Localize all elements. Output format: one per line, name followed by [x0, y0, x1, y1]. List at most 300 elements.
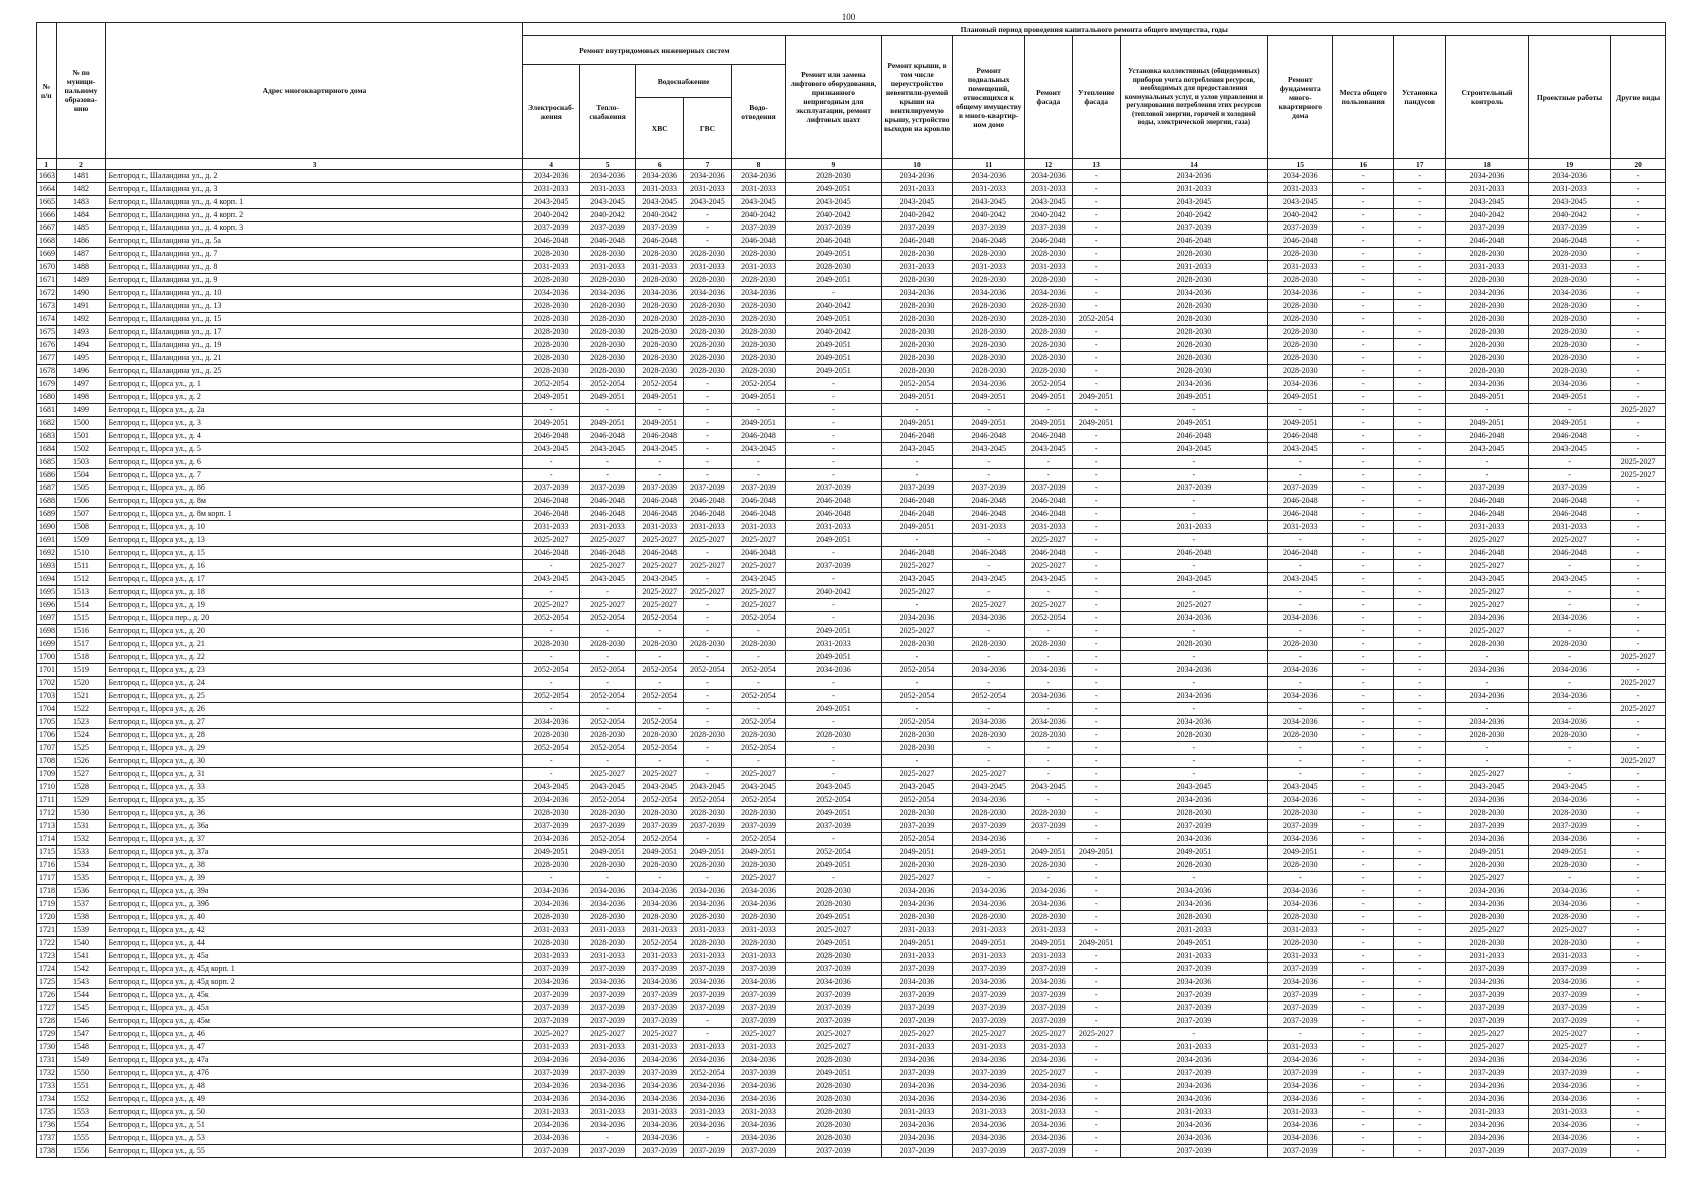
table-cell: 2034-2036 — [1268, 1054, 1333, 1067]
table-cell: 2049-2051 — [1446, 417, 1529, 430]
table-cell: 2034-2036 — [953, 1093, 1025, 1106]
table-cell: 1553 — [56, 1106, 106, 1119]
table-cell: 2031-2033 — [636, 183, 684, 196]
table-cell: 2034-2036 — [1120, 1119, 1268, 1132]
table-cell: 2037-2039 — [1025, 989, 1073, 1002]
table-cell: - — [684, 443, 732, 456]
table-cell: 2034-2036 — [523, 1119, 579, 1132]
table-cell: - — [1025, 794, 1073, 807]
table-cell: 2034-2036 — [1528, 898, 1611, 911]
table-cell: - — [1394, 1093, 1446, 1106]
table-cell: 2034-2036 — [881, 1080, 953, 1093]
table-cell: 2034-2036 — [1528, 287, 1611, 300]
table-cell: - — [1611, 885, 1666, 898]
table-cell: 2052-2054 — [579, 378, 635, 391]
table-cell: 2025-2027 — [1072, 1028, 1120, 1041]
table-cell: - — [786, 443, 882, 456]
table-cell: 2046-2048 — [1025, 547, 1073, 560]
table-cell: 2049-2051 — [1120, 846, 1268, 859]
table-cell: - — [1394, 365, 1446, 378]
address-cell: Белгород г., Шаландина ул., д. 15 — [106, 313, 523, 326]
table-cell: 2031-2033 — [523, 183, 579, 196]
table-cell: 2034-2036 — [579, 1054, 635, 1067]
table-cell: 2031-2033 — [881, 261, 953, 274]
table-cell: 2025-2027 — [1611, 404, 1666, 417]
table-cell: 2034-2036 — [1120, 833, 1268, 846]
table-cell: 2034-2036 — [1528, 690, 1611, 703]
table-cell: 2046-2048 — [786, 508, 882, 521]
table-cell: 2028-2030 — [523, 937, 579, 950]
table-cell: 2034-2036 — [636, 287, 684, 300]
table-row — [37, 1119, 1666, 1132]
header-drainage: Водо-отведения — [731, 65, 785, 159]
table-cell: 2028-2030 — [881, 859, 953, 872]
table-row — [37, 807, 1666, 820]
table-cell: - — [1333, 768, 1394, 781]
table-cell: - — [1394, 1002, 1446, 1015]
table-cell: - — [786, 417, 882, 430]
table-cell: 2034-2036 — [786, 976, 882, 989]
table-cell: 2037-2039 — [1446, 1067, 1529, 1080]
table-cell: 2046-2048 — [1268, 235, 1333, 248]
table-cell: 2049-2051 — [786, 248, 882, 261]
table-cell: 1504 — [56, 469, 106, 482]
table-cell: 2028-2030 — [684, 807, 732, 820]
table-cell: 2028-2030 — [786, 170, 882, 183]
table-cell: 2043-2045 — [1025, 781, 1073, 794]
table-cell: 2028-2030 — [1528, 326, 1611, 339]
table-cell: 2046-2048 — [1528, 508, 1611, 521]
table-cell: - — [1394, 1145, 1446, 1158]
table-row — [37, 1132, 1666, 1145]
table-cell: - — [523, 560, 579, 573]
table-cell: - — [1611, 1015, 1666, 1028]
table-cell: 2037-2039 — [523, 1145, 579, 1158]
table-cell: - — [684, 612, 732, 625]
address-cell: Белгород г., Щорса ул., д. 47а — [106, 1054, 523, 1067]
table-cell: 2028-2030 — [523, 248, 579, 261]
table-cell: 2046-2048 — [1120, 547, 1268, 560]
table-cell: 2037-2039 — [1025, 222, 1073, 235]
table-cell: 2049-2051 — [1528, 846, 1611, 859]
table-cell: 2043-2045 — [1446, 196, 1529, 209]
table-cell: - — [523, 625, 579, 638]
table-cell: 2046-2048 — [731, 430, 785, 443]
table-cell: 2046-2048 — [786, 235, 882, 248]
table-cell: 2034-2036 — [1025, 885, 1073, 898]
table-cell: - — [1025, 755, 1073, 768]
table-cell: 2028-2030 — [523, 365, 579, 378]
table-cell: - — [1120, 534, 1268, 547]
table-cell: 2028-2030 — [1268, 937, 1333, 950]
table-cell: 2034-2036 — [1446, 833, 1529, 846]
table-cell: 2028-2030 — [953, 300, 1025, 313]
table-row — [37, 976, 1666, 989]
table-cell: 2052-2054 — [636, 612, 684, 625]
table-cell: 2040-2042 — [786, 326, 882, 339]
table-cell: - — [1394, 196, 1446, 209]
table-cell: - — [1333, 378, 1394, 391]
header-gvs: ГВС — [684, 98, 732, 159]
table-cell: 1691 — [37, 534, 57, 547]
table-cell: 2049-2051 — [1120, 391, 1268, 404]
table-cell: 2028-2030 — [523, 729, 579, 742]
table-cell: 2052-2054 — [731, 378, 785, 391]
table-cell: 2052-2054 — [786, 794, 882, 807]
table-cell: 1676 — [37, 339, 57, 352]
table-cell: 2034-2036 — [1025, 664, 1073, 677]
table-cell: 1493 — [56, 326, 106, 339]
address-cell: Белгород г., Щорса ул., д. 8м корп. 1 — [106, 508, 523, 521]
table-cell: - — [1394, 807, 1446, 820]
table-cell: - — [1333, 183, 1394, 196]
address-cell: Белгород г., Щорса ул., д. 42 — [106, 924, 523, 937]
table-cell: 2028-2030 — [579, 313, 635, 326]
table-cell: - — [1072, 599, 1120, 612]
table-cell: 1685 — [37, 456, 57, 469]
table-cell: 1709 — [37, 768, 57, 781]
table-cell: 2052-2054 — [636, 664, 684, 677]
table-cell: - — [1611, 287, 1666, 300]
address-cell: Белгород г., Щорса ул., д. 1 — [106, 378, 523, 391]
table-cell: - — [1611, 430, 1666, 443]
table-cell: 2025-2027 — [1446, 1028, 1529, 1041]
table-cell: 1704 — [37, 703, 57, 716]
table-cell: 2037-2039 — [579, 1067, 635, 1080]
table-cell: 2028-2030 — [786, 885, 882, 898]
table-cell: 2037-2039 — [1025, 1145, 1073, 1158]
table-row — [37, 885, 1666, 898]
table-cell: 2046-2048 — [1268, 495, 1333, 508]
table-cell: 1696 — [37, 599, 57, 612]
table-cell: 2037-2039 — [523, 963, 579, 976]
table-cell: 1547 — [56, 1028, 106, 1041]
table-cell: - — [1072, 885, 1120, 898]
table-cell: 2034-2036 — [731, 976, 785, 989]
table-cell: 2025-2027 — [1025, 534, 1073, 547]
table-cell: - — [953, 534, 1025, 547]
table-cell: 1519 — [56, 664, 106, 677]
table-row — [37, 326, 1666, 339]
table-cell: 2034-2036 — [881, 976, 953, 989]
table-cell: 2037-2039 — [731, 222, 785, 235]
table-row — [37, 534, 1666, 547]
table-cell: 2028-2030 — [523, 274, 579, 287]
table-cell: 2046-2048 — [1446, 547, 1529, 560]
table-cell: 2025-2027 — [881, 1028, 953, 1041]
table-cell: - — [523, 703, 579, 716]
table-cell: - — [1120, 1028, 1268, 1041]
table-cell: 1498 — [56, 391, 106, 404]
table-cell: 2037-2039 — [1446, 222, 1529, 235]
table-cell: - — [786, 677, 882, 690]
table-cell: - — [1072, 872, 1120, 885]
address-cell: Белгород г., Щорса ул., д. 48 — [106, 1080, 523, 1093]
table-cell: - — [1394, 612, 1446, 625]
table-cell: 2028-2030 — [1528, 638, 1611, 651]
table-cell: 2034-2036 — [579, 1119, 635, 1132]
table-cell: - — [579, 677, 635, 690]
table-cell: 2034-2036 — [636, 1093, 684, 1106]
table-cell: - — [1072, 547, 1120, 560]
address-cell: Белгород г., Щорса ул., д. 19 — [106, 599, 523, 612]
table-cell: - — [1072, 1132, 1120, 1145]
address-cell: Белгород г., Щорса ул., д. 8м — [106, 495, 523, 508]
table-cell: 1723 — [37, 950, 57, 963]
table-cell: 2034-2036 — [1446, 612, 1529, 625]
table-cell: - — [1072, 586, 1120, 599]
table-cell: 2043-2045 — [636, 781, 684, 794]
table-cell: - — [953, 872, 1025, 885]
address-cell: Белгород г., Шаландина ул., д. 4 корп. 1 — [106, 196, 523, 209]
table-cell: - — [1333, 1015, 1394, 1028]
header-construction-control: Строительный контроль — [1446, 36, 1529, 159]
table-row — [37, 1080, 1666, 1093]
table-row — [37, 716, 1666, 729]
table-cell: 2028-2030 — [1268, 352, 1333, 365]
table-cell: - — [1394, 1119, 1446, 1132]
table-cell: 2049-2051 — [786, 703, 882, 716]
table-cell: 2028-2030 — [731, 365, 785, 378]
table-cell: 1524 — [56, 729, 106, 742]
table-cell: 1548 — [56, 1041, 106, 1054]
table-cell: 1502 — [56, 443, 106, 456]
table-cell: 2034-2036 — [953, 898, 1025, 911]
table-cell: 2028-2030 — [523, 300, 579, 313]
table-cell: - — [1611, 807, 1666, 820]
table-cell: 2049-2051 — [1268, 391, 1333, 404]
table-cell: 2025-2027 — [1446, 560, 1529, 573]
table-cell: - — [1072, 664, 1120, 677]
table-cell: 2034-2036 — [636, 1054, 684, 1067]
table-cell: 2046-2048 — [579, 508, 635, 521]
table-cell: - — [786, 742, 882, 755]
table-cell: 2046-2048 — [579, 495, 635, 508]
table-cell: 2043-2045 — [523, 196, 579, 209]
table-cell: 2028-2030 — [1528, 300, 1611, 313]
table-cell: 2031-2033 — [1446, 183, 1529, 196]
table-cell: - — [1446, 469, 1529, 482]
table-cell: 2052-2054 — [881, 378, 953, 391]
table-row — [37, 456, 1666, 469]
table-cell: 2037-2039 — [1528, 482, 1611, 495]
table-cell: 2034-2036 — [636, 1080, 684, 1093]
table-cell: 1497 — [56, 378, 106, 391]
table-cell: - — [786, 547, 882, 560]
table-cell: 2046-2048 — [1025, 508, 1073, 521]
table-cell: 2034-2036 — [1446, 885, 1529, 898]
table-cell: 2037-2039 — [1025, 1002, 1073, 1015]
table-cell: 1527 — [56, 768, 106, 781]
table-cell: 1541 — [56, 950, 106, 963]
table-cell: 2025-2027 — [523, 534, 579, 547]
table-cell: - — [1072, 768, 1120, 781]
table-cell: 2049-2051 — [953, 846, 1025, 859]
table-cell: 2037-2039 — [731, 963, 785, 976]
table-cell: 2034-2036 — [636, 1132, 684, 1145]
table-cell: - — [1528, 768, 1611, 781]
table-cell: 2037-2039 — [1446, 820, 1529, 833]
table-cell: 2043-2045 — [881, 196, 953, 209]
table-cell: - — [1072, 729, 1120, 742]
table-cell: 2040-2042 — [579, 209, 635, 222]
table-cell: 2034-2036 — [1528, 612, 1611, 625]
table-cell: - — [1611, 1028, 1666, 1041]
table-cell: - — [1333, 950, 1394, 963]
table-cell: 2037-2039 — [1268, 482, 1333, 495]
table-cell: 2043-2045 — [684, 781, 732, 794]
table-cell: 2040-2042 — [1025, 209, 1073, 222]
table-cell: - — [1333, 1080, 1394, 1093]
table-cell: 2028-2030 — [881, 248, 953, 261]
table-cell: 2028-2030 — [786, 1119, 882, 1132]
table-cell: 2043-2045 — [1120, 196, 1268, 209]
table-cell: - — [1394, 651, 1446, 664]
table-cell: 2025-2027 — [684, 586, 732, 599]
table-cell: - — [1072, 534, 1120, 547]
table-cell: 2034-2036 — [953, 170, 1025, 183]
table-cell: 2028-2030 — [953, 339, 1025, 352]
table-cell: 1669 — [37, 248, 57, 261]
table-cell: 2034-2036 — [579, 287, 635, 300]
table-cell: - — [1528, 586, 1611, 599]
table-cell: 2049-2051 — [523, 391, 579, 404]
table-cell: - — [579, 625, 635, 638]
table-cell: 1492 — [56, 313, 106, 326]
table-cell: 2031-2033 — [523, 1106, 579, 1119]
table-cell: 2031-2033 — [731, 521, 785, 534]
table-cell: 2031-2033 — [1268, 521, 1333, 534]
table-cell: 2028-2030 — [684, 352, 732, 365]
table-cell: 1551 — [56, 1080, 106, 1093]
table-cell: - — [1394, 547, 1446, 560]
table-cell: 2028-2030 — [786, 950, 882, 963]
table-cell: - — [1446, 456, 1529, 469]
table-cell: 2037-2039 — [636, 482, 684, 495]
header-water-supply: Водоснабжение — [636, 65, 732, 98]
table-cell: - — [881, 677, 953, 690]
table-cell: 2025-2027 — [1528, 924, 1611, 937]
table-cell: 2049-2051 — [786, 274, 882, 287]
table-cell: - — [1611, 365, 1666, 378]
table-row — [37, 651, 1666, 664]
table-row — [37, 820, 1666, 833]
table-cell: 2028-2030 — [1446, 937, 1529, 950]
table-cell: 2028-2030 — [786, 1132, 882, 1145]
table-cell: - — [1072, 248, 1120, 261]
table-cell: 1689 — [37, 508, 57, 521]
address-cell: Белгород г., Шаландина ул., д. 17 — [106, 326, 523, 339]
table-row — [37, 1002, 1666, 1015]
table-cell: - — [1394, 586, 1446, 599]
table-cell: - — [579, 651, 635, 664]
table-cell: 2046-2048 — [1025, 430, 1073, 443]
table-cell: 2049-2051 — [786, 339, 882, 352]
table-cell: 2034-2036 — [684, 1080, 732, 1093]
table-cell: - — [579, 586, 635, 599]
table-cell: - — [1394, 1080, 1446, 1093]
table-cell: - — [523, 586, 579, 599]
table-cell: 2028-2030 — [1528, 937, 1611, 950]
table-cell: - — [1072, 989, 1120, 1002]
table-cell: - — [786, 768, 882, 781]
table-row — [37, 846, 1666, 859]
table-row — [37, 768, 1666, 781]
table-cell: 2052-2054 — [881, 794, 953, 807]
table-cell: 2034-2036 — [523, 1132, 579, 1145]
table-cell: 2049-2051 — [881, 937, 953, 950]
table-cell: - — [684, 703, 732, 716]
table-cell: 1692 — [37, 547, 57, 560]
table-cell: - — [1611, 209, 1666, 222]
table-cell: - — [1072, 508, 1120, 521]
table-cell: 2052-2054 — [1072, 313, 1120, 326]
address-cell: Белгород г., Щорса ул., д. 47 — [106, 1041, 523, 1054]
table-cell: - — [1611, 235, 1666, 248]
table-cell: 2037-2039 — [1025, 820, 1073, 833]
table-cell: - — [684, 391, 732, 404]
table-cell: 2034-2036 — [1025, 170, 1073, 183]
table-cell: 2028-2030 — [636, 807, 684, 820]
table-cell: 2028-2030 — [523, 638, 579, 651]
column-number: 7 — [684, 159, 732, 170]
table-cell: 2028-2030 — [684, 300, 732, 313]
table-cell: - — [1072, 1080, 1120, 1093]
table-cell: - — [1611, 924, 1666, 937]
table-cell: - — [579, 755, 635, 768]
table-cell: 2049-2051 — [731, 391, 785, 404]
table-cell: 1488 — [56, 261, 106, 274]
table-cell: 2049-2051 — [953, 937, 1025, 950]
table-cell: 2034-2036 — [1268, 612, 1333, 625]
table-cell: 2034-2036 — [1446, 690, 1529, 703]
table-cell: - — [1394, 430, 1446, 443]
table-cell: 2034-2036 — [1528, 378, 1611, 391]
table-cell: 2034-2036 — [1120, 378, 1268, 391]
table-cell: - — [636, 625, 684, 638]
table-cell: - — [1333, 820, 1394, 833]
address-cell: Белгород г., Щорса ул., д. 45к — [106, 989, 523, 1002]
table-cell: 2025-2027 — [636, 599, 684, 612]
table-cell: - — [684, 222, 732, 235]
table-cell: 2028-2030 — [1025, 807, 1073, 820]
table-cell: - — [1072, 404, 1120, 417]
address-cell: Белгород г., Щорса ул., д. 22 — [106, 651, 523, 664]
table-cell: 2046-2048 — [636, 430, 684, 443]
table-cell: - — [1333, 1054, 1394, 1067]
table-cell: 2052-2054 — [731, 612, 785, 625]
table-cell: 2028-2030 — [523, 339, 579, 352]
table-cell: - — [953, 456, 1025, 469]
column-number: 19 — [1528, 159, 1611, 170]
table-cell: 2034-2036 — [1120, 287, 1268, 300]
table-cell: 2034-2036 — [881, 1132, 953, 1145]
table-row — [37, 508, 1666, 521]
table-cell: 2046-2048 — [1446, 508, 1529, 521]
table-cell: 1731 — [37, 1054, 57, 1067]
table-cell: 2037-2039 — [731, 1015, 785, 1028]
table-cell: - — [684, 872, 732, 885]
table-cell: 2034-2036 — [636, 976, 684, 989]
table-cell: - — [1528, 599, 1611, 612]
table-cell: - — [1333, 482, 1394, 495]
table-cell: 2037-2039 — [1025, 482, 1073, 495]
table-cell: - — [1394, 1067, 1446, 1080]
table-row — [37, 612, 1666, 625]
table-cell: 2037-2039 — [953, 963, 1025, 976]
table-cell: 1712 — [37, 807, 57, 820]
table-cell: 2034-2036 — [1268, 378, 1333, 391]
